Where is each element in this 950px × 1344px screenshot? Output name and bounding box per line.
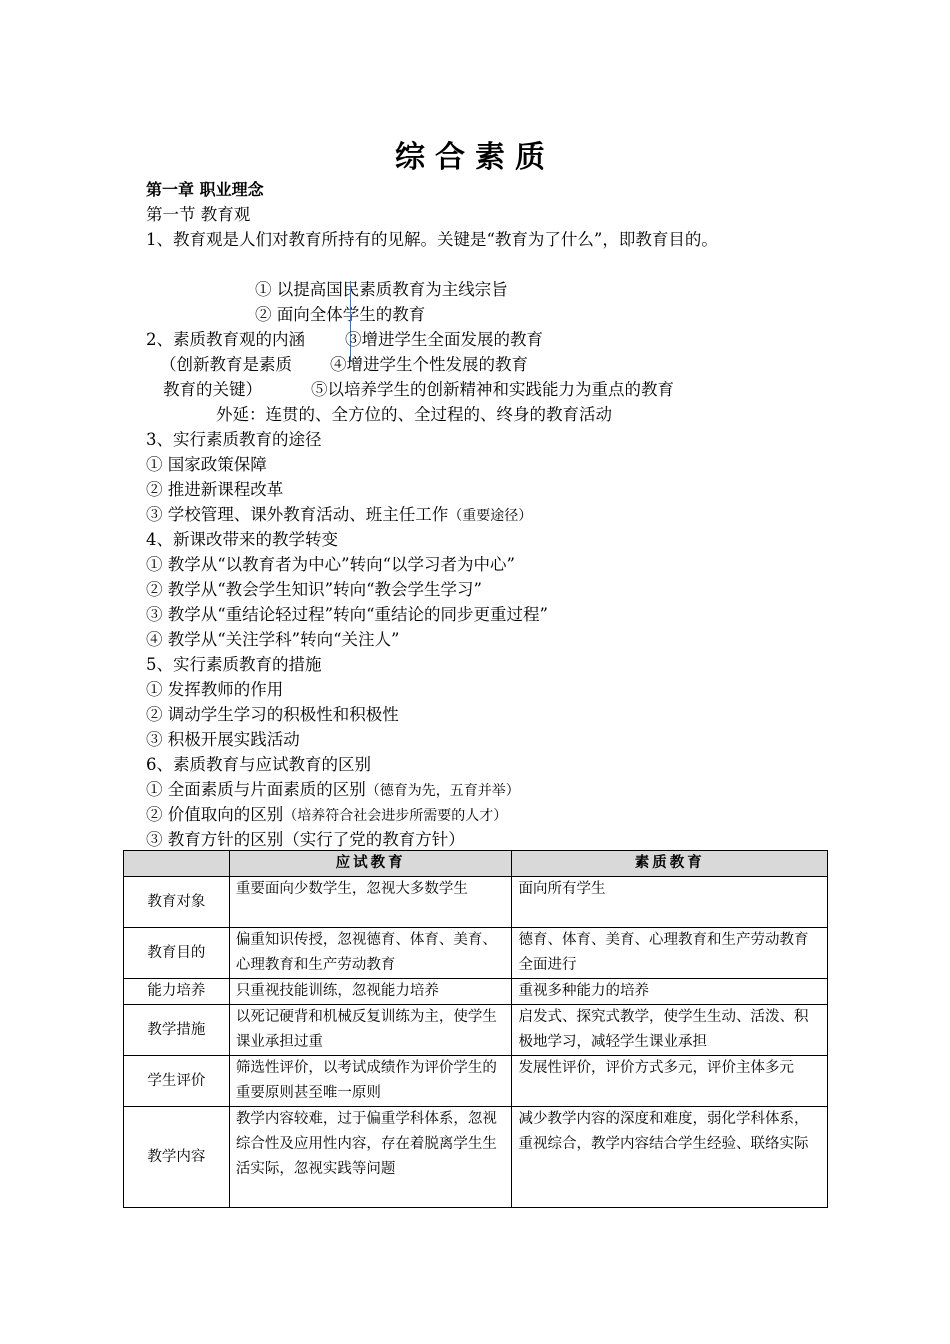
item1-text: 1、教育观是人们对教育所持有的见解。关键是“教育为了什么”，即教育目的。 [146, 230, 718, 249]
item3-point: ② 推进新课程改革 [146, 480, 284, 499]
item6-point: ② 价值取向的区别 [146, 805, 284, 824]
table-header-cell: 应试教育 [229, 851, 512, 877]
exam-cell: 只重视技能训练，忽视能力培养 [229, 979, 512, 1005]
item5-heading: 5、实行素质教育的措施 [146, 655, 322, 674]
table-row [124, 979, 828, 1005]
item6-point-row [146, 777, 520, 804]
item5-point: ① 发挥教师的作用 [146, 680, 284, 699]
item5-point: ③ 积极开展实践活动 [146, 730, 300, 749]
item2-sub1: ① 以提高国民素质教育为主线宗旨 [255, 280, 508, 299]
section-heading: 第一节 教育观 [146, 205, 251, 224]
item2-extension: 外延：连贯的、全方位的、全过程的、终身的教育活动 [216, 405, 612, 424]
chapter-heading: 第一章 职业理念 [146, 180, 264, 199]
exam-cell: 重要面向少数学生，忽视大多数学生 [229, 877, 512, 928]
exam-cell: 筛选性评价，以考试成绩作为评价学生的重要原则甚至唯一原则 [229, 1056, 512, 1107]
quality-cell: 启发式、探究式教学，使学生生动、活泼、积极地学习，减轻学生课业承担 [512, 1005, 828, 1056]
item4-point: ③ 教学从“重结论轻过程”转向“重结论的同步更重过程” [146, 605, 548, 624]
item6-heading: 6、素质教育与应试教育的区别 [146, 755, 371, 774]
exam-cell: 教学内容较难，过于偏重学科体系，忽视综合性及应用性内容，存在着脱离学生生活实际，忽视实践等问题 [229, 1107, 512, 1208]
quality-cell: 面向所有学生 [512, 877, 828, 928]
row-label: 教学内容 [124, 1107, 230, 1208]
item3-heading: 3、实行素质教育的途径 [146, 430, 322, 449]
row-label: 教育对象 [124, 877, 230, 928]
item2-sub4: ④增进学生个性发展的教育 [330, 355, 528, 374]
quality-cell: 减少教学内容的深度和难度，弱化学科体系，重视综合，教学内容结合学生经验、联络实际 [512, 1107, 828, 1208]
item5-point: ② 调动学生学习的积极性和积极性 [146, 705, 399, 724]
item2-note2: 教育的关键） [163, 380, 262, 399]
exam-cell: 偏重知识传授，忽视德育、体育、美育、心理教育和生产劳动教育 [229, 928, 512, 979]
table-header-row [124, 851, 828, 877]
table-row [124, 1107, 828, 1208]
item2-sub5: ⑤以培养学生的创新精神和实践能力为重点的教育 [311, 380, 674, 399]
item2-sub3: ③增进学生全面发展的教育 [345, 330, 543, 349]
item2-sub2: ② 面向全体学生的教育 [255, 305, 426, 324]
table-row [124, 928, 828, 979]
item3-point-row [146, 502, 532, 529]
item4-point: ① 教学从“以教育者为中心”转向“以学习者为中心” [146, 555, 515, 574]
item4-point: ④ 教学从“关注学科”转向“关注人” [146, 630, 400, 649]
item6-note: （培养符合社会进步所需要的人才） [283, 808, 508, 824]
page-title: 综合素质 [395, 140, 555, 175]
quality-cell: 德育、体育、美育、心理教育和生产劳动教育全面进行 [512, 928, 828, 979]
item6-point-row [146, 802, 507, 829]
row-label: 学生评价 [124, 1056, 230, 1107]
item3-point: ① 国家政策保障 [146, 455, 267, 474]
table-row [124, 1005, 828, 1056]
table-header-cell [124, 851, 230, 877]
item3-note: （重要途径） [448, 508, 533, 524]
item4-heading: 4、新课改带来的教学转变 [146, 530, 338, 549]
table-row [124, 1056, 828, 1107]
comparison-table [123, 850, 828, 1208]
table-header-cell: 素质教育 [512, 851, 828, 877]
row-label: 教学措施 [124, 1005, 230, 1056]
quality-cell: 发展性评价，评价方式多元，评价主体多元 [512, 1056, 828, 1107]
item6-point: ③ 教育方针的区别（实行了党的教育方针） [146, 830, 465, 849]
item6-note: （德育为先，五育并举） [365, 783, 520, 799]
exam-cell: 以死记硬背和机械反复训练为主，使学生课业承担过重 [229, 1005, 512, 1056]
item3-point: ③ 学校管理、课外教育活动、班主任工作 [146, 505, 449, 524]
item2-label: 2、素质教育观的内涵 [146, 330, 305, 349]
item2-note1: （创新教育是素质 [160, 355, 292, 374]
quality-cell: 重视多种能力的培养 [512, 979, 828, 1005]
table-row [124, 877, 828, 928]
item6-point: ① 全面素质与片面素质的区别 [146, 780, 366, 799]
item4-point: ② 教学从“教会学生知识”转向“教会学生学习” [146, 580, 482, 599]
row-label: 教育目的 [124, 928, 230, 979]
row-label: 能力培养 [124, 979, 230, 1005]
